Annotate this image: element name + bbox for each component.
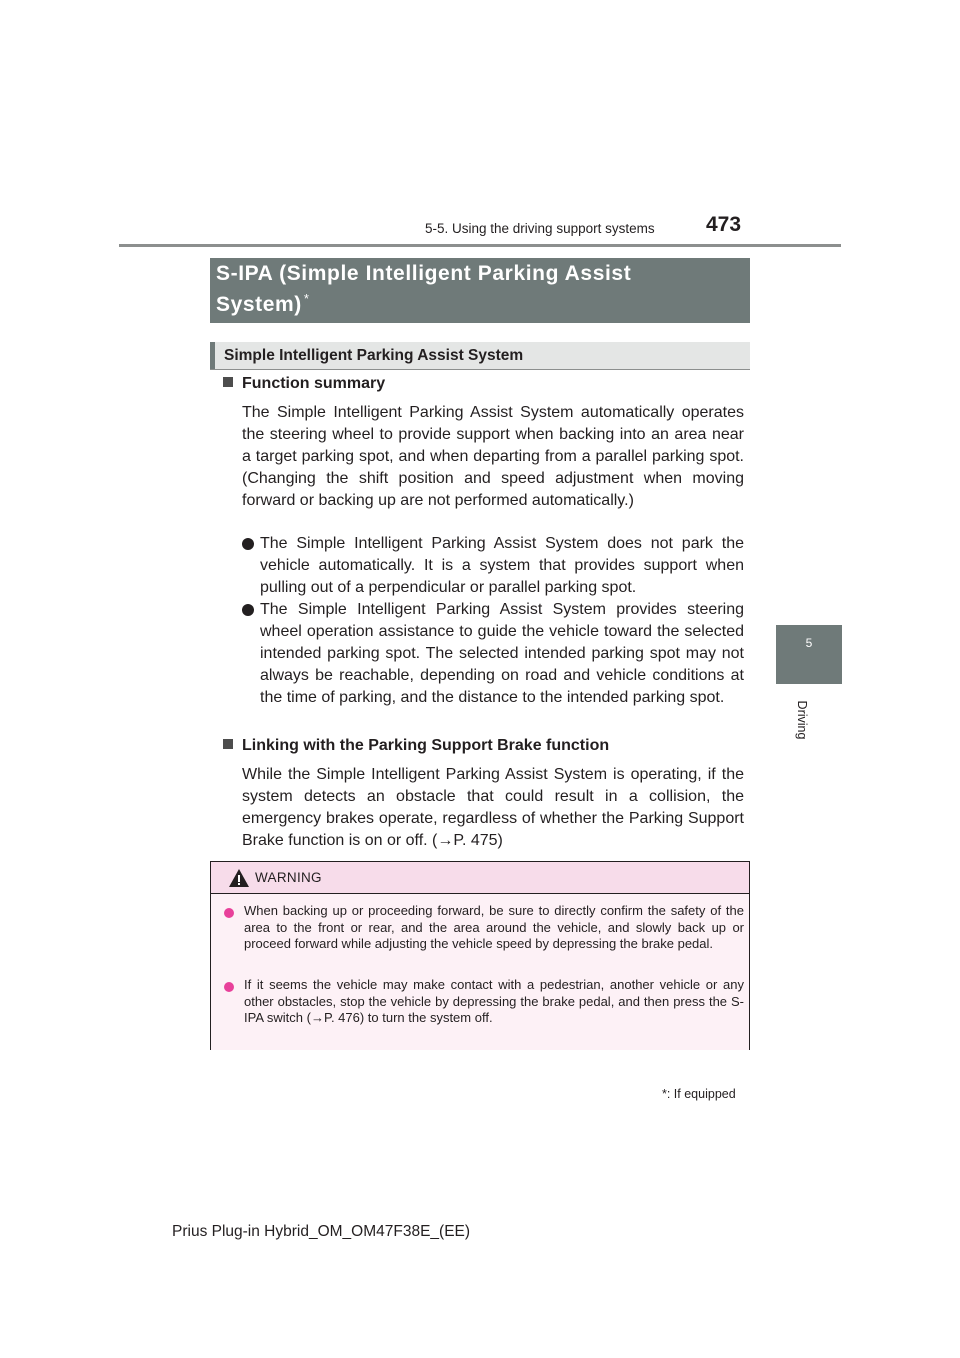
header-divider xyxy=(119,244,841,247)
document-footer: Prius Plug-in Hybrid_OM_OM47F38E_(EE) xyxy=(172,1223,471,1240)
bullet-item: The Simple Intelligent Parking Assist System provides steering wheel operation assistance to guide the vehicle toward the selected intended parking spot. The selected intended parking spot may not always be reachable, depending on road and vehicle conditions at the time of parking, and the distance to the intended parking spot. xyxy=(260,601,744,706)
bullet-item: The Simple Intelligent Parking Assist System does not park the vehicle automatically. It is a system that provides support when pulling out of a perpendicular or parallel parking spot. xyxy=(260,535,744,596)
section-title-banner xyxy=(210,258,750,323)
warning-title: WARNING xyxy=(255,870,322,885)
running-header-section: 5-5. Using the driving support systems xyxy=(425,221,655,236)
warning-box xyxy=(210,861,750,1050)
warning-body xyxy=(211,894,749,1050)
function-summary-paragraph: The Simple Intelligent Parking Assist System automatically operates the steering wheel to provide support when backing into an area near a target parking spot, and when departing from a parallel parking spot. (Changing the shift position and speed adjustment when moving forward or backing up are not performed automatically.) xyxy=(242,404,744,509)
subsection-title: Simple Intelligent Parking Assist System xyxy=(224,347,524,364)
warning-bullet-icon xyxy=(224,908,234,918)
bullet-icon xyxy=(242,604,254,616)
chapter-tab xyxy=(776,625,842,684)
linking-paragraph: While the Simple Intelligent Parking Assist System is operating, if the system detects an obstacle that could result in a collision, the emergency brakes operate, regardless of whether the Parking Support Brake function is on or off. (→P. 475) xyxy=(242,766,744,849)
section-title-line2 xyxy=(216,291,310,317)
section-title-text: System) xyxy=(216,293,302,316)
warning-triangle-icon xyxy=(228,868,250,888)
chapter-number: 5 xyxy=(805,636,813,650)
function-summary-heading: Function summary xyxy=(223,375,385,393)
equipped-mark: * xyxy=(303,291,310,306)
subsection-banner xyxy=(210,342,750,370)
warning-header xyxy=(211,862,749,894)
warning-bullet-icon xyxy=(224,982,234,992)
square-bullet-icon xyxy=(223,739,233,749)
footnote: *: If equipped xyxy=(662,1087,736,1101)
square-bullet-icon xyxy=(223,377,233,387)
page-number: 473 xyxy=(706,213,742,236)
subsection-accent-bar xyxy=(210,342,215,369)
warning-item: If it seems the vehicle may make contact with a pedestrian, another vehicle or any other obstacles, stop the vehicle by depressing the brake pedal, and then press the S-IPA switch (→P. 476) to turn the system off. xyxy=(244,977,744,1025)
warning-item: When backing up or proceeding forward, be sure to directly confirm the safety of the area to the front or rear, and the area around the vehicle, and slowly back up or proceed forward while adjusting the vehicle speed by depressing the brake pedal. xyxy=(244,903,744,951)
bullet-icon xyxy=(242,538,254,550)
chapter-label: Driving xyxy=(795,700,809,740)
linking-heading: Linking with the Parking Support Brake function xyxy=(223,737,609,755)
section-title-line1: S-IPA (Simple Intelligent Parking Assist xyxy=(216,262,632,285)
